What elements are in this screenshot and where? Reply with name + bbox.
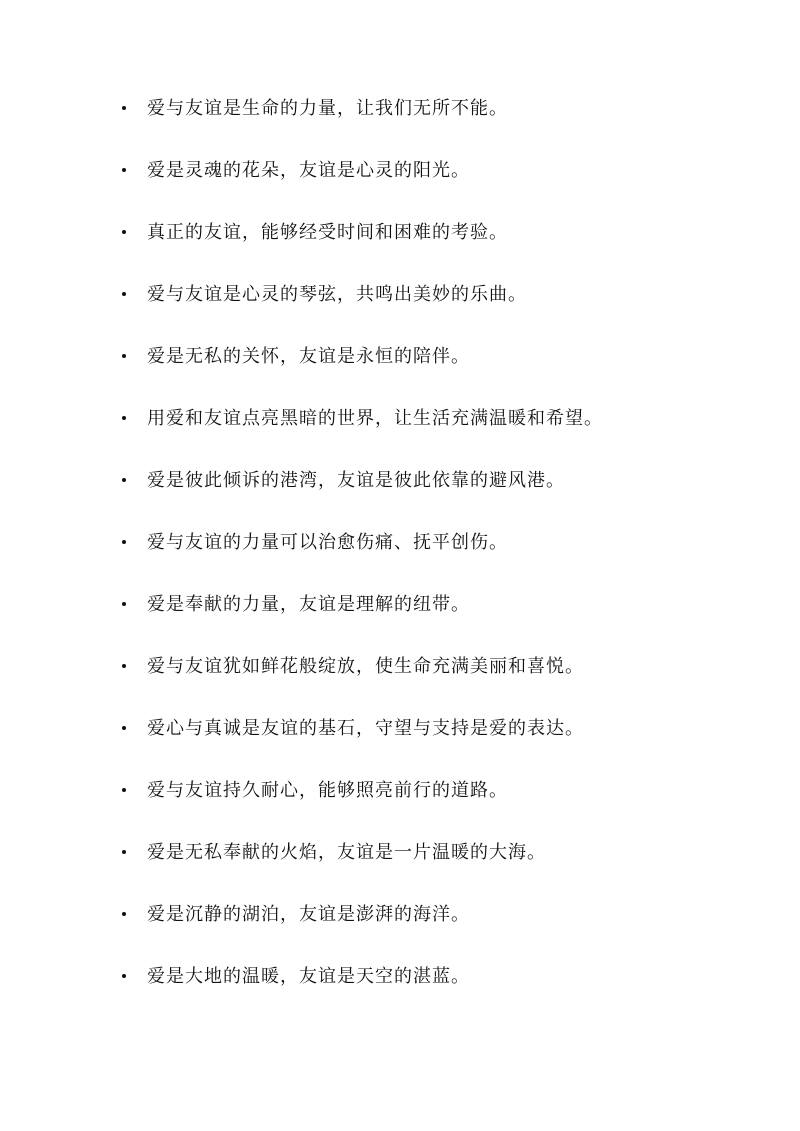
list-item-text: 爱是无私奉献的火焰，友谊是一片温暖的大海。 xyxy=(147,842,546,863)
bullet-icon xyxy=(122,168,126,172)
list-item xyxy=(0,897,800,959)
list-item-text: 爱与友谊是心灵的琴弦，共鸣出美妙的乐曲。 xyxy=(147,284,527,305)
bullet-icon xyxy=(122,912,126,916)
list-item xyxy=(0,401,800,463)
list-item xyxy=(0,711,800,773)
bullet-icon xyxy=(122,974,126,978)
quote-list xyxy=(0,91,800,1021)
list-item-text: 用爱和友谊点亮黑暗的世界，让生活充满温暖和希望。 xyxy=(147,408,603,429)
list-item-text: 真正的友谊，能够经受时间和困难的考验。 xyxy=(147,222,508,243)
list-item-text: 爱与友谊的力量可以治愈伤痛、抚平创伤。 xyxy=(147,532,508,553)
list-item xyxy=(0,339,800,401)
bullet-icon xyxy=(122,292,126,296)
list-item xyxy=(0,959,800,1021)
bullet-icon xyxy=(122,726,126,730)
list-item-text: 爱心与真诚是友谊的基石，守望与支持是爱的表达。 xyxy=(147,718,584,739)
list-item-text: 爱与友谊是生命的力量，让我们无所不能。 xyxy=(147,98,508,119)
list-item xyxy=(0,773,800,835)
bullet-icon xyxy=(122,106,126,110)
list-item-text: 爱是沉静的湖泊，友谊是澎湃的海洋。 xyxy=(147,904,470,925)
list-item xyxy=(0,277,800,339)
bullet-icon xyxy=(122,850,126,854)
list-item-text: 爱与友谊持久耐心，能够照亮前行的道路。 xyxy=(147,780,508,801)
list-item-text: 爱是奉献的力量，友谊是理解的纽带。 xyxy=(147,594,470,615)
list-item xyxy=(0,525,800,587)
list-item-text: 爱是彼此倾诉的港湾，友谊是彼此依靠的避风港。 xyxy=(147,470,565,491)
bullet-icon xyxy=(122,540,126,544)
list-item xyxy=(0,649,800,711)
bullet-icon xyxy=(122,478,126,482)
list-item xyxy=(0,215,800,277)
list-item xyxy=(0,463,800,525)
list-item-text: 爱是无私的关怀，友谊是永恒的陪伴。 xyxy=(147,346,470,367)
list-item xyxy=(0,835,800,897)
bullet-icon xyxy=(122,416,126,420)
list-item xyxy=(0,153,800,215)
list-item xyxy=(0,587,800,649)
list-item-text: 爱与友谊犹如鲜花般绽放，使生命充满美丽和喜悦。 xyxy=(147,656,584,677)
list-item-text: 爱是大地的温暖，友谊是天空的湛蓝。 xyxy=(147,966,470,987)
list-item xyxy=(0,91,800,153)
bullet-icon xyxy=(122,230,126,234)
bullet-icon xyxy=(122,788,126,792)
list-item-text: 爱是灵魂的花朵，友谊是心灵的阳光。 xyxy=(147,160,470,181)
bullet-icon xyxy=(122,602,126,606)
bullet-icon xyxy=(122,664,126,668)
bullet-icon xyxy=(122,354,126,358)
